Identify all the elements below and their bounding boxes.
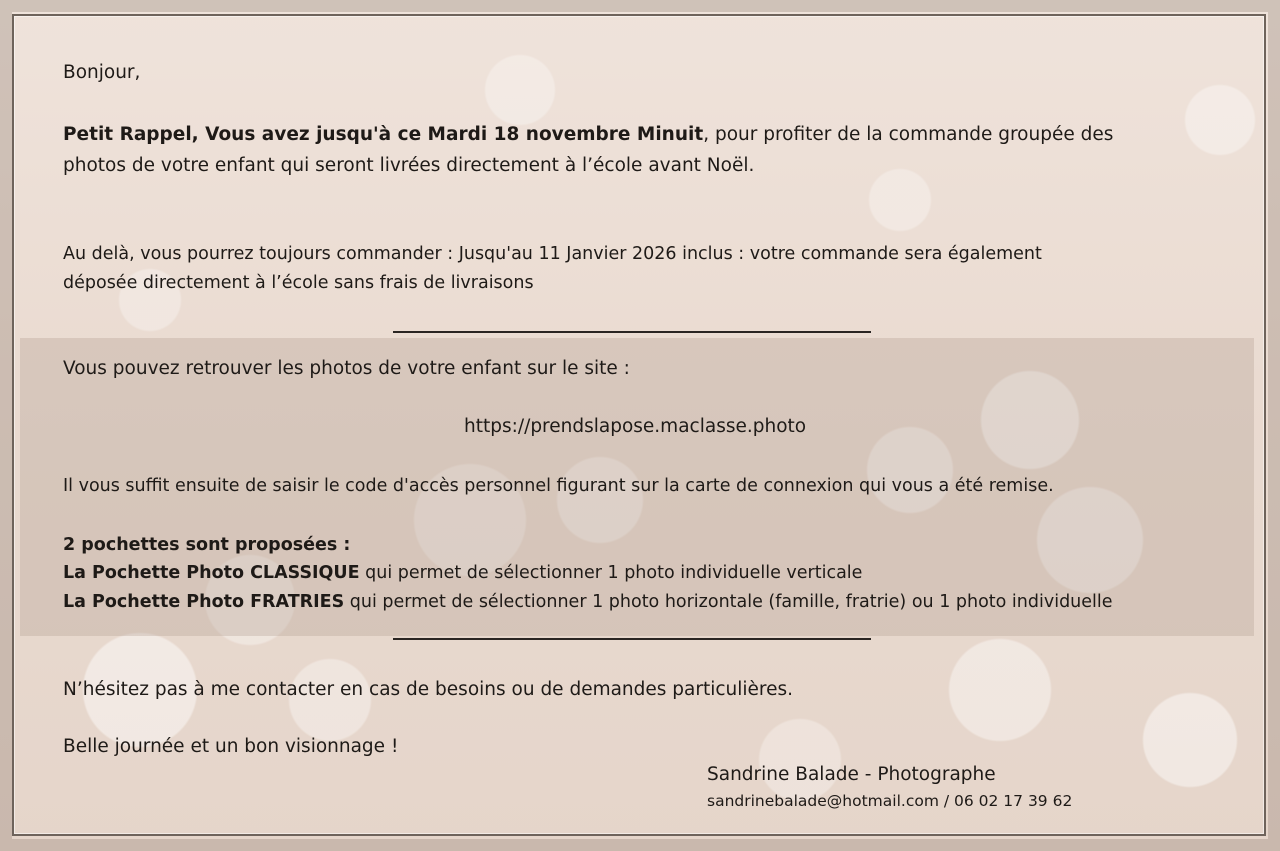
greeting: Bonjour, xyxy=(63,62,141,83)
signature-name: Sandrine Balade - Photographe xyxy=(707,764,996,785)
divider-bottom xyxy=(393,638,871,640)
reminder-purpose: , pour profiter de la commande groupée des xyxy=(703,124,1114,145)
reminder-line-2: photos de votre enfant qui seront livrées directement à l’école avant Noël. xyxy=(63,155,755,176)
pochette-classique xyxy=(63,558,862,588)
pochette-fratries-desc: qui permet de sélectionner 1 photo horizontale (famille, fratrie) ou 1 photo individuelle xyxy=(344,592,1113,612)
contact-invite: N’hésitez pas à me contacter en cas de besoins ou de demandes particulières. xyxy=(63,679,794,700)
pochette-classique-desc: qui permet de sélectionner 1 photo individuelle verticale xyxy=(359,563,863,583)
later-order-line-1: Au delà, vous pourrez toujours commander : Jusqu'au 11 Janvier 2026 inclus : votre commande sera également xyxy=(63,244,1042,264)
access-code-text: Il vous suffit ensuite de saisir le code d'accès personnel figurant sur la carte de connexion qui vous a été remise. xyxy=(63,476,1054,496)
reminder-line-1 xyxy=(63,120,1113,150)
reminder-deadline: Petit Rappel, Vous avez jusqu'à ce Mardi 18 novembre Minuit xyxy=(63,124,704,145)
pochettes-heading: 2 pochettes sont proposées : xyxy=(63,535,351,555)
closing-wish: Belle journée et un bon visionnage ! xyxy=(63,736,399,757)
signature-contact: sandrinebalade@hotmail.com / 06 02 17 39 62 xyxy=(707,792,1073,810)
later-order-line-2: déposée directement à l’école sans frais de livraisons xyxy=(63,273,534,293)
pochette-fratries xyxy=(63,587,1113,617)
divider-top xyxy=(393,331,871,333)
site-intro: Vous pouvez retrouver les photos de votre enfant sur le site : xyxy=(63,358,630,379)
site-url-link[interactable]: https://prendslapose.maclasse.photo xyxy=(464,416,807,437)
pochette-classique-name: La Pochette Photo CLASSIQUE xyxy=(63,563,360,583)
pochette-fratries-name: La Pochette Photo FRATRIES xyxy=(63,592,345,612)
